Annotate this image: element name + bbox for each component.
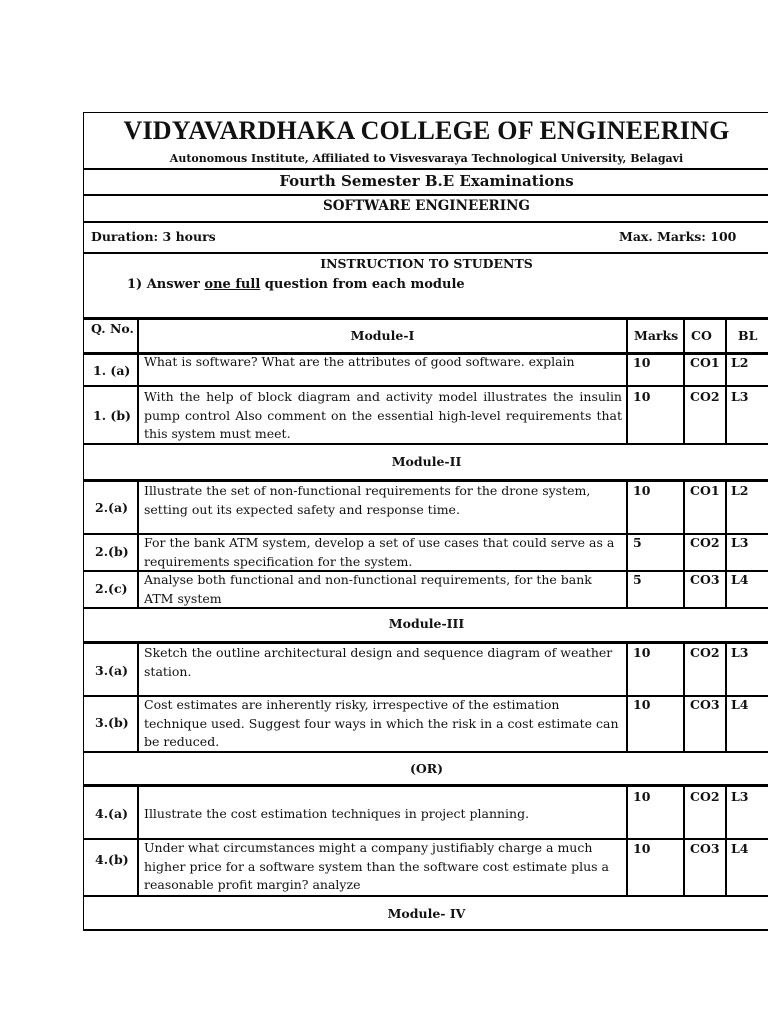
header-qno: Q. No.: [91, 321, 134, 336]
row-border: [84, 895, 768, 897]
col-divider: [725, 318, 727, 444]
divider: [84, 221, 768, 223]
col-divider: [137, 318, 139, 444]
question-text: What is software? What are the attributes of good software. explain: [144, 354, 575, 369]
qno: 2.(a): [95, 500, 128, 515]
col-divider: [683, 642, 685, 752]
bl: L3: [731, 389, 749, 404]
co: CO2: [690, 389, 720, 404]
divider: [84, 168, 768, 170]
instructions-title: INSTRUCTION TO STUDENTS: [320, 256, 533, 271]
header-bl: BL: [738, 328, 758, 343]
duration: Duration: 3 hours: [91, 229, 216, 244]
col-divider: [137, 480, 139, 608]
qno: 1. (a): [93, 363, 131, 378]
question-text: Under what circumstances might a company justifiably charge a much higher price for a software system than the software cost estimate plus a reasonable profit margin? analyze: [144, 840, 609, 892]
section-module-3: Module-III: [388, 616, 465, 631]
section-module-2: Module-II: [391, 454, 462, 469]
col-divider: [626, 480, 628, 608]
bl: L2: [731, 355, 749, 370]
divider: [84, 194, 768, 196]
bl: L3: [731, 535, 749, 550]
col-divider: [683, 480, 685, 608]
subject-title: SOFTWARE ENGINEERING: [323, 198, 530, 214]
row-border: [84, 784, 768, 787]
row-border: [84, 607, 768, 609]
question-text: Analyse both functional and non-functional requirements, for the bank ATM system: [144, 572, 592, 606]
question-text: Sketch the outline architectural design and sequence diagram of weather station.: [144, 645, 613, 679]
qno: 2.(c): [95, 581, 128, 596]
header-marks: Marks: [634, 328, 679, 343]
co: CO3: [690, 841, 720, 856]
marks: 10: [633, 841, 651, 856]
marks: 10: [633, 645, 651, 660]
bl: L2: [731, 483, 749, 498]
marks: 5: [633, 572, 642, 587]
col-divider: [683, 785, 685, 896]
qno: 1. (b): [93, 408, 131, 423]
header-module-1: Module-I: [350, 328, 415, 343]
row-border: [84, 385, 768, 387]
co: CO3: [690, 697, 720, 712]
question-text: Illustrate the cost estimation techniques in project planning.: [144, 806, 530, 821]
max-marks: Max. Marks: 100: [619, 229, 737, 244]
marks: 10: [633, 355, 651, 370]
qno: 4.(b): [95, 852, 129, 867]
bl: L4: [731, 572, 749, 587]
exam-title: Fourth Semester B.E Examinations: [279, 172, 574, 190]
qno: 3.(a): [95, 663, 128, 678]
co: CO2: [690, 645, 720, 660]
col-divider: [626, 318, 628, 444]
col-divider: [137, 785, 139, 896]
row-border: [84, 443, 768, 445]
question-text: Illustrate the set of non-functional requirements for the drone system, setting out its expected safety and response time.: [144, 483, 591, 517]
co: CO1: [690, 483, 720, 498]
co: CO3: [690, 572, 720, 587]
marks: 10: [633, 789, 651, 804]
bl: L3: [731, 789, 749, 804]
qno: 4.(a): [95, 806, 128, 821]
question-text: For the bank ATM system, develop a set of use cases that could serve as a requirements specification for the system.: [144, 535, 615, 569]
marks: 10: [633, 483, 651, 498]
bl: L4: [731, 841, 749, 856]
exam-paper: [83, 112, 768, 931]
header-co: CO: [691, 328, 712, 343]
marks: 5: [633, 535, 642, 550]
college-name: VIDYAVARDHAKA COLLEGE OF ENGINEERING: [123, 116, 730, 145]
divider: [84, 252, 768, 254]
section-or: (OR): [409, 761, 444, 776]
affiliation-line: Autonomous Institute, Affiliated to Visvesvaraya Technological University, Belagavi: [169, 152, 684, 165]
section-module-4: Module- IV: [387, 906, 466, 921]
col-divider: [137, 642, 139, 752]
col-divider: [725, 642, 727, 752]
qno: 3.(b): [95, 715, 129, 730]
question-text: Cost estimates are inherently risky, irrespective of the estimation technique used. Suggest four ways in which the risk in a cost estimate can be reduced.: [144, 697, 619, 749]
instruction-emphasis: one full: [204, 277, 261, 292]
co: CO1: [690, 355, 720, 370]
col-divider: [725, 785, 727, 896]
col-divider: [626, 642, 628, 752]
instruction-suffix: question from each module: [260, 277, 465, 292]
marks: 10: [633, 389, 651, 404]
marks: 10: [633, 697, 651, 712]
col-divider: [626, 785, 628, 896]
bl: L4: [731, 697, 749, 712]
instruction-line: [127, 278, 465, 291]
bl: L3: [731, 645, 749, 660]
question-text: With the help of block diagram and activity model illustrates the insulin pump control Also comment on the essential high-level requirements that this system must meet.: [144, 389, 622, 441]
col-divider: [683, 318, 685, 444]
co: CO2: [690, 789, 720, 804]
row-border: [84, 751, 768, 753]
co: CO2: [690, 535, 720, 550]
instruction-prefix: 1) Answer: [127, 277, 205, 292]
table-top-border: [84, 317, 768, 320]
col-divider: [725, 480, 727, 608]
qno: 2.(b): [95, 544, 129, 559]
